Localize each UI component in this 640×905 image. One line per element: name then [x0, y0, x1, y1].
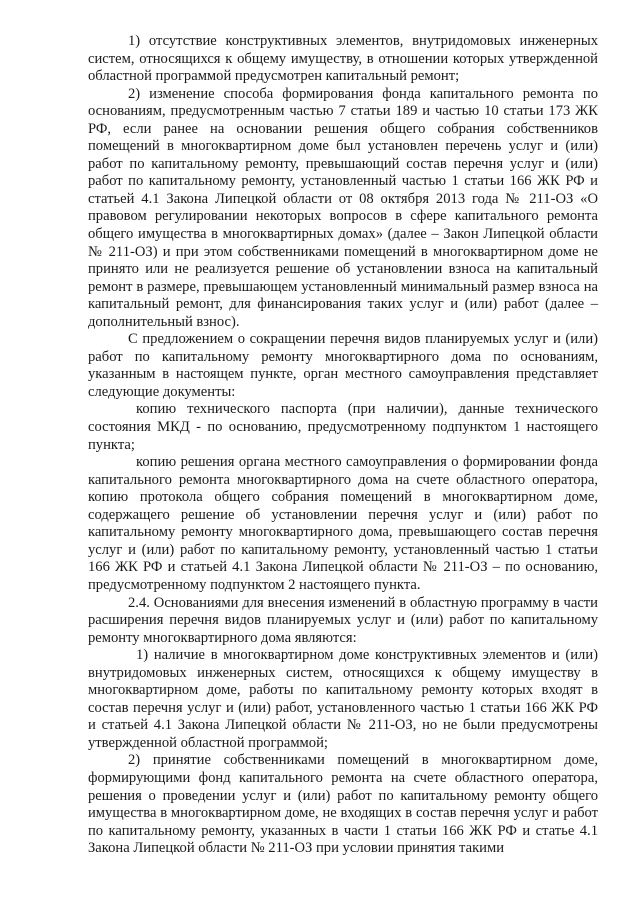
paragraph-subitem-1: 1) отсутствие конструктивных элементов, внутридомовых инженерных систем, относящихся к общему имуществу, в отношении которых утвержденной областной программой предусмотрен капитальный ремонт; — [88, 33, 598, 85]
paragraph-reduction-documents: С предложением о сокращении перечня видов планируемых услуг и (или) работ по капитальному ремонту многоквартирного дома по основаниям, указанным в настоящем пункте, орган местного самоуправления представляет следующие документы: — [88, 331, 598, 400]
paragraph-technical-passport: копию технического паспорта (при наличии), данные технического состояния МКД - по основанию, предусмотренному подпунктом 1 настоящего пункта; — [88, 401, 598, 453]
paragraph-subitem-2: 2) изменение способа формирования фонда капитального ремонта по основаниям, предусмотренным частью 7 статьи 189 и частью 10 статьи 173 ЖК РФ, если ранее на основании решения общего собрания собственников помещений в многоквартирном доме был установлен перечень услуг и (или) работ по капитальному ремонту, превышающий состав перечня услуг и (или) работ по капитальному ремонту, установленный частью 1 статьи 166 ЖК РФ и статьей 4.1 Закона Липецкой области от 08 октября 2013 года № 211-ОЗ «О правовом регулировании некоторых вопросов в сфере капитального ремонта общего имущества в многоквартирных домах» (далее – Закон Липецкой области № 211-ОЗ) и при этом собственниками помещений в многоквартирном доме не принято или не реализуется решение об установлении взноса на капитальный ремонт в размере, превышающем установленный минимальный размер взноса на капитальный ремонт, для финансирования таких услуг и (или) работ (далее – дополнительный взнос). — [88, 85, 598, 330]
paragraph-expansion-item-1: 1) наличие в многоквартирном доме конструктивных элементов и (или) внутридомовых инженерных систем, относящихся к общему имуществу в многоквартирном доме, работы по капитальному ремонту которых входят в состав перечня услуг и (или) работ, установленного частью 1 статьи 166 ЖК РФ и статьей 4.1 Закона Липецкой области № 211-ОЗ, но не были предусмотрены утвержденной областной программой; — [88, 647, 598, 751]
paragraph-section-2-4: 2.4. Основаниями для внесения изменений в областную программу в части расширения перечня видов планируемых услуг и (или) работ по капитальному ремонту многоквартирного дома являются: — [88, 594, 598, 646]
paragraph-decision-copy: копию решения органа местного самоуправления о формировании фонда капитального ремонта многоквартирного дома на счете областного оператора, копию протокола общего собрания помещений в многоквартирном доме, содержащего решение об установлении перечня услуг и (или) работ по капитальному ремонту многоквартирного дома, превышающего состав перечня услуг и (или) работ по капитальному ремонту, установленный частью 1 статьи 166 ЖК РФ и статьей 4.1 Закона Липецкой области № 211-ОЗ – по основанию, предусмотренному подпунктом 2 настоящего пункта. — [88, 454, 598, 593]
document-page — [88, 33, 598, 858]
paragraph-expansion-item-2: 2) принятие собственниками помещений в многоквартирном доме, формирующими фонд капитального ремонта на счете областного оператора, решения о проведении услуг и (или) работ по капитальному ремонту общего имущества в многоквартирном доме, не входящих в состав перечня услуг и работ по капитальному ремонту, указанных в части 1 статьи 166 ЖК РФ и статье 4.1 Закона Липецкой области № 211-ОЗ при условии принятия такими — [88, 752, 598, 857]
